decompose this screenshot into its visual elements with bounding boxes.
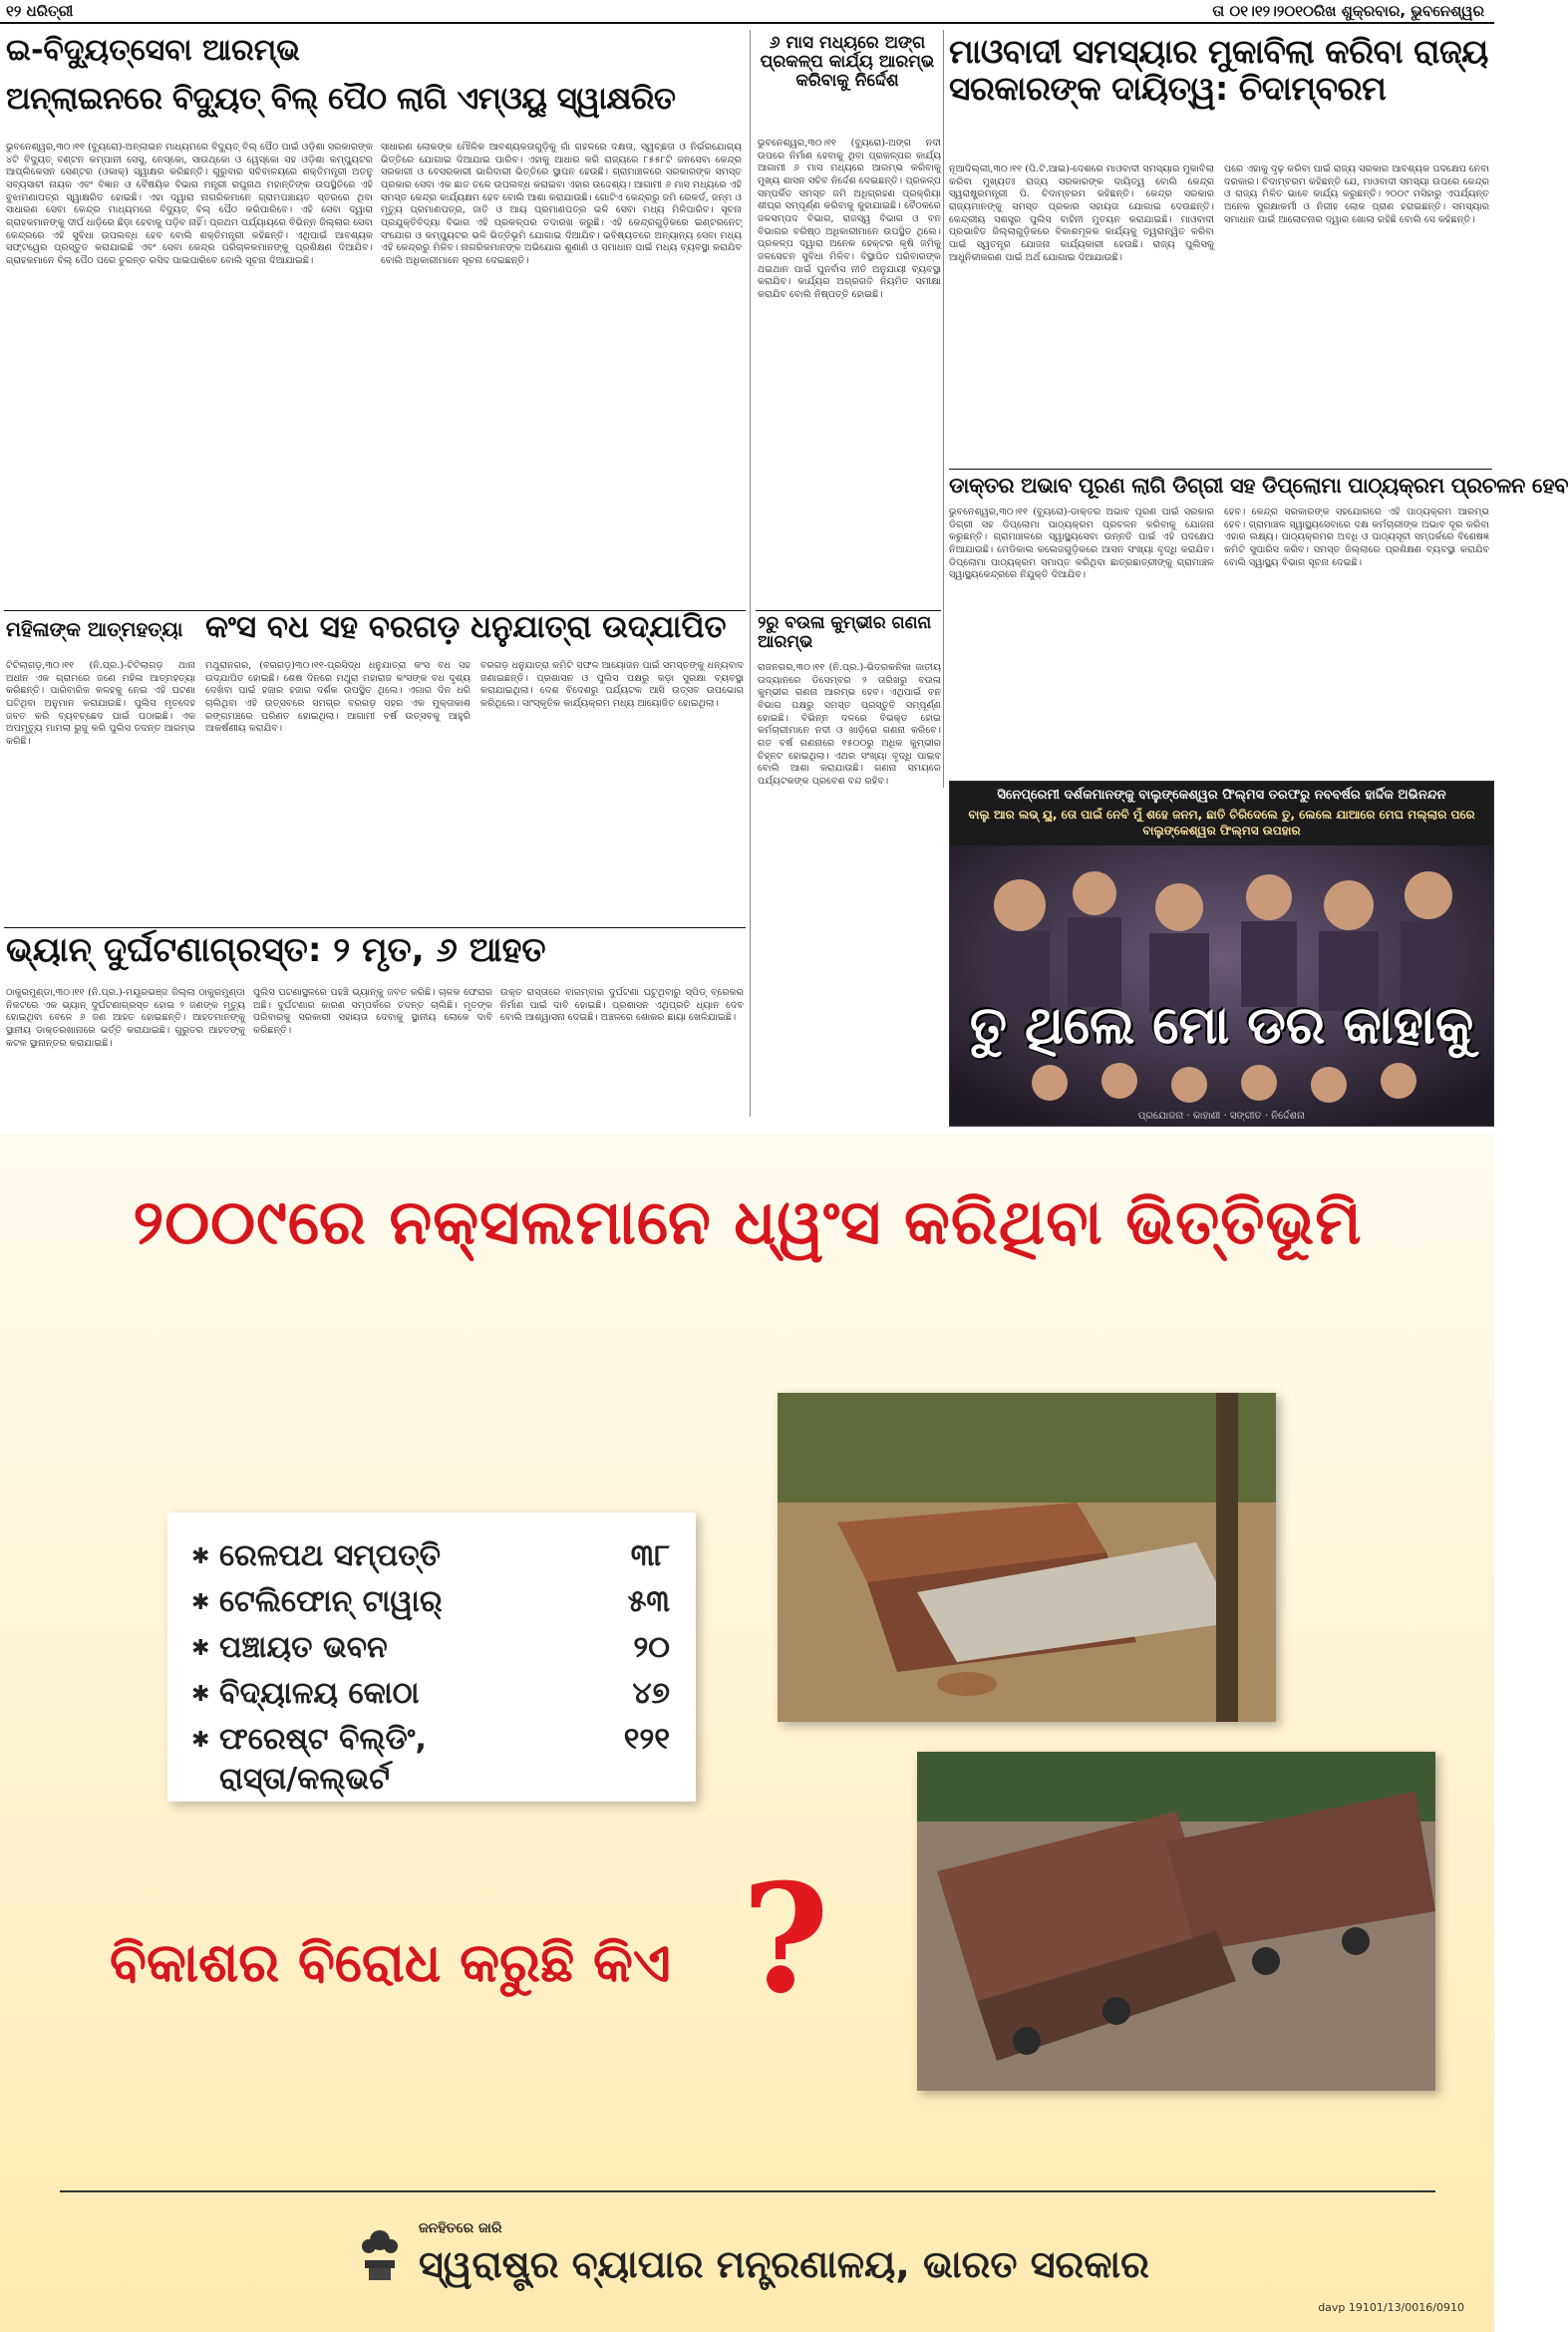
stat-value: ୨୦: [633, 1630, 670, 1665]
stat-value: ୧୨୧: [623, 1722, 670, 1757]
davp-code: davp 19101/13/0016/0910: [1318, 2301, 1464, 2314]
issuer-note: ଜନହିତରେ ଜାରି: [419, 2220, 502, 2236]
article-kumbhir: ରାଜନଗର,୩୦।୧୧ (ନି.ପ୍ର.)-ଭିତରକନିକା ଜାତୀୟ ଉଦ୍ୟାନରେ ଡିସେମ୍ବର ୨ ତାରିଖରୁ ବଉଳା କୁମ୍ଭୀର ଗଣନା ଆରମ୍ଭ ହେବ। ଏଥିପାଇଁ ବନ ବିଭାଗ ପକ୍ଷରୁ ସମସ୍ତ ପ୍ରସ୍ତୁତି ସମ୍ପୂର୍ଣ୍ଣ ହୋଇଛି। ବିଭିନ୍ନ ଦଳରେ ବିଭକ୍ତ ହୋଇ କର୍ମଚାରୀମାନେ ନଦୀ ଓ ଖାଡ଼ିରେ ଗଣନା କରିବେ। ଗତ ବର୍ଷ ଗଣନାରେ ୧୫୦୦ରୁ ଅଧିକ କୁମ୍ଭୀର ଚିହ୍ନଟ ହୋଇଥିଲା। ଏଥର ସଂଖ୍ୟା ବୃଦ୍ଧି ପାଇବ ବୋଲି ଆଶା କରାଯାଉଛି। ଗଣନା ସମୟରେ ପର୍ଯ୍ୟଟକଙ୍କ ପ୍ରବେଶ ବନ୍ଦ ରହିବ।: [758, 662, 941, 787]
headline-dhanu: କଂସ ବଧ ସହ ବରଗଡ଼ ଧନୁଯାତ୍ରା ଉଦ୍‌ଯାପିତ: [205, 609, 727, 645]
movie-ad-banner: ସିନେପ୍ରେମୀ ଦର୍ଶକମାନଙ୍କୁ ବାଲୁଙ୍କେଶ୍ୱର ଫିଲ୍ମସ ତରଫରୁ ନବବର୍ଷର ହାର୍ଦ୍ଦିକ ଅଭିନନ୍ଦନ: [997, 788, 1446, 803]
bullet-icon: ✱: [191, 1728, 210, 1753]
article-van-col1: ଠାକୁରମୁଣ୍ଡା,୩୦।୧୧ (ନି.ପ୍ର.)-ମୟୂରଭଞ୍ଜ ଜିଲ୍ଲା ଠାକୁରମୁଣ୍ଡା ନିକଟରେ ଏକ ଭ୍ୟାନ୍ ଦୁର୍ଘଟଣାଗ୍ରସ୍ତ ହୋଇ ୨ ଜଣଙ୍କ ମୃତ୍ୟୁ ହୋଇଥିବା ବେଳେ ୬ ଜଣ ଆହତ ହୋଇଛନ୍ତି। ଆହତମାନଙ୍କୁ ସ୍ଥାନୀୟ ଡାକ୍ତରଖାନାରେ ଭର୍ତ୍ତି କରାଯାଇଛି। ଗୁରୁତର ଆହତଙ୍କୁ କଟକ ସ୍ଥାନାନ୍ତର କରାଯାଇଛି।: [6, 987, 245, 1049]
kicker-e-service: ଇ-ବିଦ୍ୟୁତ୍‌ସେବା ଆରମ୍ଭ: [6, 33, 300, 68]
movie-ad-tagline: ବାଲୁ ଆର ଲଭ୍ ୟୁ, ତୋ ପାଇଁ ନେବି ମୁଁ ଶହେ ଜନମ, ଛାତି ଚିରିଦେଲେ ତୁ, ଲେଲେ ଯାଆରେ ମେଘ ମଲ୍ଲାର ପରେ ବାଲୁଙ୍କେଶ୍ୱର ଫିଲ୍ମସ ଉପହାର: [968, 808, 1475, 837]
date-line: ତା ୦୧।୧୨।୨୦୧୦ରିଖ ଶୁକ୍ରବାର, ଭୁବନେଶ୍ୱର: [1212, 2, 1484, 20]
article-e-service-col2: ସାଧାରଣ ଲୋକଙ୍କ ମୌଳିକ ଆବଶ୍ୟକତାଗୁଡ଼ିକୁ ଗାଁ ଗହଳରେ ଦକ୍ଷତା, ସ୍ୱଚ୍ଛତା ଓ ନିର୍ଭରଯୋଗ୍ୟ ଭିତ୍ତିରେ ଯୋଗାଇ ଦିଆଯାଇ ପାରିବ। ଏହାକୁ ଆଧାର କରି ରାଜ୍ୟରେ ୮୫୫୮ଟି ଜନସେବା କେନ୍ଦ୍ର ସରକାରୀ ଓ ବେସରକାରୀ ଭାଗିଦାରୀ ଭିତ୍ତିରେ ସ୍ଥାପନ ହେଉଛି। ଗ୍ରାମାଞ୍ଚଳରେ ସରକାରଙ୍କ ସମସ୍ତ ପ୍ରକାର ସେବା ଏକ ଛାତ ତଳେ ଉପଲବ୍ଧ କରାଇବା ଏହାର ଉଦ୍ଦେଶ୍ୟ। ଆଗାମୀ ୬ ମାସ ମଧ୍ୟରେ ଏହି ସମସ୍ତ କେନ୍ଦ୍ର କାର୍ଯ୍ୟକ୍ଷମ ହେବ ବୋଲି ଆଶା କରାଯାଉଛି। ଗୋଟିଏ କେନ୍ଦ୍ରରୁ ଜମି ରେକର୍ଡ, ଜନ୍ମ ଓ ମୃତ୍ୟୁ ପ୍ରମାଣପତ୍ର, ଜାତି ଓ ଆୟ ପ୍ରମାଣପତ୍ର ଭଳି ସେବା ମଧ୍ୟ ମିଳିପାରିବ। ସୂଚନା ପ୍ରଯୁକ୍ତିବିଦ୍ୟା ବିଭାଗ ଏହି ପ୍ରକଳ୍ପର ତଦାରଖ କରୁଛି। ଏହି କେନ୍ଦ୍ରଗୁଡ଼ିକରେ ଇଣ୍ଟରନେଟ୍ ସଂଯୋଗ ଓ କମ୍ପ୍ୟୁଟର ଭଳି ଭିତ୍ତିଭୂମି ଯୋଗାଇ ଦିଆଯିବ। ଭବିଷ୍ୟତରେ ଅନ୍ୟାନ୍ୟ ସେବା ମଧ୍ୟ ଏହି କେନ୍ଦ୍ରରୁ ମିଳିବ। ନାଗରିକମାନଙ୍କ ଅଭିଯୋଗ ଶୁଣାଣି ଓ ସମାଧାନ ପାଇଁ ମଧ୍ୟ ବ୍ୟବସ୍ଥା କରାଯିବ ବୋଲି ଅଧିକାରୀମାନେ ସୂଚନା ଦେଇଛନ୍ତି।: [381, 142, 742, 266]
stat-row: [191, 1584, 670, 1628]
stat-row: [191, 1722, 670, 1766]
article-hul: ଭୁବନେଶ୍ୱର,୩୦।୧୧ (ବ୍ୟୁରୋ)-ଅଙ୍ଗ ନଦୀ ଉପରେ ନିର୍ମାଣ ହେବାକୁ ଥିବା ପ୍ରକଳ୍ପର କାର୍ଯ୍ୟ ଆଗାମୀ ୬ ମାସ ମଧ୍ୟରେ ଆରମ୍ଭ କରିବାକୁ ମୁଖ୍ୟ ଶାସନ ସଚିବ ନିର୍ଦ୍ଦେଶ ଦେଇଛନ୍ତି। ପ୍ରକଳ୍ପ ସମ୍ପର୍କିତ ସମସ୍ତ ଜମି ଅଧିଗ୍ରହଣ ପ୍ରକ୍ରିୟା ଶୀଘ୍ର ସମ୍ପୂର୍ଣ୍ଣ କରିବାକୁ କୁହାଯାଇଛି। ବୈଠକରେ ଜଳସମ୍ପଦ ବିଭାଗ, ରାଜସ୍ୱ ବିଭାଗ ଓ ବନ ବିଭାଗର ବରିଷ୍ଠ ଅଧିକାରୀମାନେ ଉପସ୍ଥିତ ଥିଲେ। ପ୍ରକଳ୍ପ ଦ୍ୱାରା ଅନେକ ହେକ୍ଟର କୃଷି ଜମିକୁ ଜଳସେଚନ ସୁବିଧା ମିଳିବ। ବିସ୍ଥାପିତ ପରିବାରଙ୍କ ଥଇଥାନ ପାଇଁ ପୁନର୍ବାସ ନୀତି ଅନୁଯାୟୀ ବ୍ୟବସ୍ଥା କରାଯିବ। କାର୍ଯ୍ୟର ଅଗ୍ରଗତି ନିୟମିତ ସମୀକ୍ଷା କରାଯିବ ବୋଲି ନିଷ୍ପତ୍ତି ହୋଇଛି।: [758, 138, 941, 300]
article-doctor-col2: ହେବ। କେନ୍ଦ୍ର ସରକାରଙ୍କ ସହଯୋଗରେ ଏହି ପାଠ୍ୟକ୍ରମ ଆରମ୍ଭ ହେବ। ଗ୍ରାମାଞ୍ଚଳ ସ୍ୱାସ୍ଥ୍ୟସେବାରେ ଦକ୍ଷ କର୍ମଚାରୀଙ୍କ ଅଭାବ ଦୂର କରିବା ଏହାର ଲକ୍ଷ୍ୟ। ପାଠ୍ୟକ୍ରମର ଅବଧି ଓ ପାଠ୍ୟସୂଚୀ ସମ୍ପର୍କରେ ବିଶେଷଜ୍ଞ କମିଟି ସୁପାରିସ କରିବ। ସମସ୍ତ ଜିଲ୍ଲାରେ ପ୍ରଶିକ୍ଷଣ ବ୍ୟବସ୍ଥା କରାଯିବ ବୋଲି ସ୍ୱାସ୍ଥ୍ୟ ବିଭାଗ ସୂଚନା ଦେଇଛି।: [1224, 506, 1489, 568]
headline-maoist: ମାଓବାଦୀ ସମସ୍ୟାର ମୁକାବିଲା କରିବା ରାଜ୍ୟ ସରକାରଙ୍କ ଦାୟିତ୍ୱ: ଚିଦାମ୍ବରମ: [949, 32, 1488, 108]
article-dhanu-col1: ଟିଟିଲାଗଡ଼,୩୦।୧୧ (ନି.ପ୍ର.)-ଟିଟିଲାଗଡ଼ ଥାନା ଅଧୀନ ଏକ ଗ୍ରାମରେ ଜଣେ ମହିଳା ଆତ୍ମହତ୍ୟା କରିଛନ୍ତି। ପାରିବାରିକ କଳହକୁ ନେଇ ଏହି ଘଟଣା ଘଟିଥିବା ଅନୁମାନ କରାଯାଉଛି। ପୁଲିସ ମୃତଦେହ ଜବତ କରି ବ୍ୟବଚ୍ଛେଦ ପାଇଁ ପଠାଇଛି। ଏକ ଅପମୃତ୍ୟୁ ମାମଲା ରୁଜୁ କରି ପୁଲିସ ତଦନ୍ତ ଆରମ୍ଭ କରିଛି।: [6, 660, 195, 747]
stat-row: [191, 1630, 670, 1674]
stat-value: ୫୩: [627, 1584, 670, 1619]
stat-label: ରାସ୍ତା/କଲ୍‌ଭର୍ଟ: [219, 1762, 390, 1797]
page-label: ୧୨ ଧରିତ୍ରୀ: [6, 2, 74, 20]
issuer-name: ସ୍ୱରାଷ୍ଟ୍ର ବ୍ୟାପାର ମନ୍ତ୍ରଣାଳୟ, ଭାରତ ସରକାର: [419, 2242, 1149, 2286]
headline-hul: ୬ ମାସ ମଧ୍ୟରେ ଅଙ୍ଗ ପ୍ରକଳ୍ପ କାର୍ଯ୍ୟ ଆରମ୍ଭ କରିବାକୁ ନିର୍ଦ୍ଦେଶ: [760, 33, 935, 92]
article-maoist-col2: ପରେ ଏହାକୁ ଦୃଢ଼ କରିବା ପାଇଁ ରାଜ୍ୟ ସରକାର ଆବଶ୍ୟକ ପଦକ୍ଷେପ ନେବା ଦରକାର। ଚିଦାମ୍ବରମ କହିଛନ୍ତି ଯେ, ମାଓବାଦୀ ସମସ୍ୟା ଉପରେ କେନ୍ଦ୍ର ଓ ରାଜ୍ୟ ମିଳିତ ଭାବେ କାର୍ଯ୍ୟ କରୁଛନ୍ତି। ୨୦୦୯ ମସିହାରୁ ଏପର୍ଯ୍ୟନ୍ତ ଅନେକ ସୁରକ୍ଷାକର୍ମୀ ଓ ନିରୀହ ଲୋକ ପ୍ରାଣ ହରାଇଛନ୍ତି। ସମସ୍ୟାର ସମାଧାନ ପାଇଁ ଆଲୋଚନାର ଦ୍ୱାର ଖୋଲା ରହିଛି ବୋଲି ସେ କହିଛନ୍ତି।: [1224, 164, 1489, 225]
article-van-col2: ପୁଲିସ ଘଟଣାସ୍ଥଳରେ ପହଞ୍ଚି ଭ୍ୟାନ୍‌କୁ ଜବତ କରିଛି। ଚାଳକ ଫେରାର ଅଛି। ଦୁର୍ଘଟଣାର କାରଣ ସମ୍ପର୍କରେ ତଦନ୍ତ ଚାଲିଛି। ମୃତଙ୍କ ପରିବାରକୁ ସରକାରୀ ସହାୟତା ଦେବାକୁ ସ୍ଥାନୀୟ ଲୋକେ ଦାବି କରିଛନ୍ତି।: [253, 987, 492, 1036]
stat-label: ଫରେଷ୍ଟ ବିଲ୍ଡିଂ,: [219, 1722, 427, 1757]
bullet-icon: ✱: [191, 1590, 210, 1615]
question-mark-icon: ?: [742, 1851, 829, 2027]
bullet-icon: ✱: [191, 1682, 210, 1707]
stat-row: [191, 1762, 670, 1806]
stat-label: ପଞ୍ଚାୟତ ଭବନ: [219, 1630, 388, 1665]
article-van-col3: ଉକ୍ତ ରାସ୍ତାରେ ବାରମ୍ବାର ଦୁର୍ଘଟଣା ଘଟୁଥିବାରୁ ସ୍ପିଡ୍ ବ୍ରେକର ନିର୍ମାଣ ପାଇଁ ଦାବି ହୋଇଛି। ପ୍ରଶାସନ ଏଥିପ୍ରତି ଧ୍ୟାନ ଦେବ ବୋଲି ଆଶ୍ୱାସନା ଦେଇଛି। ଅଞ୍ଚଳରେ ଶୋକର ଛାୟା ଖେଳିଯାଇଛି।: [500, 987, 744, 1024]
national-emblem-icon: [355, 2220, 405, 2286]
stat-row: [191, 1676, 670, 1720]
destroyed-building-photo: [778, 1393, 1276, 1722]
stat-label: ଟେଲିଫୋନ୍ ଟାୱାର୍: [219, 1584, 443, 1619]
ad-question: ବିକାଶର ବିରୋଧ କରୁଛି କିଏ: [110, 1931, 671, 1994]
article-doctor-col1: ଭୁବନେଶ୍ୱର,୩୦।୧୧ (ବ୍ୟୁରୋ)-ଡାକ୍ତର ଅଭାବ ପୂରଣ ପାଇଁ ସରକାର ଡିଗ୍ରୀ ସହ ଡିପ୍ଲୋମା ପାଠ୍ୟକ୍ରମ ପ୍ରଚଳନ କରିବାକୁ ଯୋଜନା କରୁଛନ୍ତି। ଗ୍ରାମାଞ୍ଚଳରେ ସ୍ୱାସ୍ଥ୍ୟସେବା ଉନ୍ନତି ପାଇଁ ଏହି ପଦକ୍ଷେପ ନିଆଯାଉଛି। ମେଡିକାଲ କଲେଜଗୁଡ଼ିକରେ ଆସନ ସଂଖ୍ୟା ବୃଦ୍ଧି କରାଯିବ। ଡିପ୍ଲୋମା ପାଠ୍ୟକ୍ରମ ସମାପ୍ତ କରିଥିବା ଛାତ୍ରଛାତ୍ରୀଙ୍କୁ ଗ୍ରାମାଞ୍ଚଳ ସ୍ୱାସ୍ଥ୍ୟକେନ୍ଦ୍ରରେ ନିଯୁକ୍ତି ଦିଆଯିବ।: [949, 506, 1214, 581]
article-maoist-col1: ନୂଆଦିଲ୍ଲୀ,୩୦।୧୧ (ପି.ଟି.ଆଇ)-ଦେଶରେ ମାଓବାଦୀ ସମସ୍ୟାର ମୁକାବିଲା କରିବା ମୁଖ୍ୟତଃ ରାଜ୍ୟ ସରକାରଙ୍କ ଦାୟିତ୍ୱ ବୋଲି କେନ୍ଦ୍ର ସ୍ୱରାଷ୍ଟ୍ରମନ୍ତ୍ରୀ ପି. ଚିଦାମ୍ବରମ କହିଛନ୍ତି। କେନ୍ଦ୍ର ସରକାର ରାଜ୍ୟମାନଙ୍କୁ ସମସ୍ତ ପ୍ରକାର ସହାୟତା ଯୋଗାଇ ଦେଉଛନ୍ତି। କେନ୍ଦ୍ରୀୟ ସଶସ୍ତ୍ର ପୁଲିସ ବାହିନୀ ମୁତୟନ କରାଯାଇଛି। ମାଓବାଦୀ ପ୍ରଭାବିତ ଜିଲ୍ଲାଗୁଡ଼ିକରେ ବିକାଶମୂଳକ କାର୍ଯ୍ୟକୁ ତ୍ୱରାନ୍ୱିତ କରିବା ପାଇଁ ସ୍ୱତନ୍ତ୍ର ଯୋଜନା କାର୍ଯ୍ୟକାରୀ ହେଉଛି। ରାଜ୍ୟ ପୁଲିସକୁ ଆଧୁନିକୀକରଣ ପାଇଁ ଅର୍ଥ ଯୋଗାଇ ଦିଆଯାଉଛି।: [949, 164, 1214, 263]
stat-label: ବିଦ୍ୟାଳୟ କୋଠା: [219, 1676, 420, 1711]
headline-doctor: ଡାକ୍ତର ଅଭାବ ପୂରଣ ଲାଗି ଡିଗ୍ରୀ ସହ ଡିପ୍ଲୋମା ପାଠ୍ୟକ୍ରମ ପ୍ରଚଳନ ହେବ: [949, 474, 1568, 498]
headline-kumbhir: ୨ରୁ ବଉଳା କୁମ୍ଭୀର ଗଣନା ଆରମ୍ଭ: [758, 613, 932, 653]
movie-title: ତୁ ଥିଲେ ମୋ ଡର କାହାକୁ: [969, 996, 1474, 1056]
headline-van: ଭ୍ୟାନ୍ ଦୁର୍ଘଟଣାଗ୍ରସ୍ତ: ୨ ମୃତ, ୬ ଆହତ: [6, 930, 546, 970]
ad-title: ୨୦୦୯ରେ ନକ୍ସଲମାନେ ଧ୍ୱଂସ କରିଥିବା ଭିତ୍ତିଭୂମି: [133, 1185, 1363, 1258]
government-ad: [0, 1134, 1494, 2332]
kicker-suicide: ମହିଳାଙ୍କ ଆତ୍ମହତ୍ୟା: [6, 617, 183, 641]
movie-credits: ପ୍ରଯୋଜନା · କାହାଣୀ · ସଙ୍ଗୀତ · ନିର୍ଦ୍ଦେଶନା: [1137, 1111, 1306, 1122]
stat-row: [191, 1538, 670, 1582]
article-dhanu-col3: ବରଗଡ଼ ଧନୁଯାତ୍ରା କମିଟି ସଫଳ ଆୟୋଜନ ପାଇଁ ସମସ୍ତଙ୍କୁ ଧନ୍ୟବାଦ ଜଣାଇଛନ୍ତି। ପ୍ରଶାସନ ଓ ପୁଲିସ ପକ୍ଷରୁ କଡ଼ା ସୁରକ୍ଷା ବ୍ୟବସ୍ଥା କରାଯାଇଥିଲା। ଦେଶ ବିଦେଶରୁ ପର୍ଯ୍ୟଟକ ଆସି ଉତ୍ସବ ଉପଭୋଗ କରିଥିଲେ। ସାଂସ୍କୃତିକ କାର୍ଯ୍ୟକ୍ରମ ମଧ୍ୟ ଆୟୋଜିତ ହୋଇଥିଲା।: [480, 660, 744, 709]
stat-label: ରେଳପଥ ସମ୍ପତ୍ତି: [219, 1538, 441, 1573]
derailed-train-photo: [917, 1752, 1435, 2091]
stat-value: ୩୮: [630, 1538, 670, 1573]
stat-value: ୪୭: [632, 1676, 670, 1711]
article-dhanu-col2: ମଥୁରାନଗର, (ବରଗଡ଼)୩୦।୧୧-ପ୍ରସିଦ୍ଧ ଧନୁଯାତ୍ରା କଂସ ବଧ ସହ ଉଦ୍‌ଯାପିତ ହୋଇଛି। ଶେଷ ଦିନରେ ମଥୁରା ମହାରାଜ କଂସଙ୍କ ବଧ ଦୃଶ୍ୟ ଦେଖିବା ପାଇଁ ହଜାର ହଜାର ଦର୍ଶକ ଉପସ୍ଥିତ ଥିଲେ। ଏଗାର ଦିନ ଧରି ଚାଲିଥିବା ଏହି ଉତ୍ସବରେ ସମଗ୍ର ବରଗଡ଼ ସହର ଏକ ମୁକ୍ତାକାଶ ରଙ୍ଗମଞ୍ଚରେ ପରିଣତ ହୋଇଥିଲା। ଆଗାମୀ ବର୍ଷ ଉତ୍ସବକୁ ଆହୁରି ଆକର୍ଷଣୀୟ କରାଯିବ।: [205, 660, 470, 735]
movie-ad: [949, 781, 1494, 1127]
poster-artwork: [950, 845, 1493, 1125]
article-e-service-col1: ଭୁବନେଶ୍ୱର,୩୦।୧୧ (ବ୍ୟୁରୋ)-ଅନ୍‌ଲାଇନ ମାଧ୍ୟମରେ ବିଦ୍ୟୁତ୍ ବିଲ୍ ପୈଠ ପାଇଁ ଓଡ଼ିଶା ସରକାରଙ୍କ ୪ଟି ବିଦ୍ୟୁତ୍ ବଣ୍ଟନ କମ୍ପାନୀ ସେସୁ, ନେସ୍କୋ, ସାଉଥ୍‌କୋ ଓ ୱେସ୍କୋ ସହ ଓଡ଼ିଶା କମ୍ପ୍ୟୁଟର ଆପ୍ଲିକେସନ ସେଣ୍ଟର (ଓକାକ୍) ସ୍ୱାକ୍ଷର କରିଛନ୍ତି। ଗୁରୁବାର ସଚିବାଳୟରେ ଶକ୍ତିମନ୍ତ୍ରୀ ଅତନୁ ସବ୍ୟସାଚୀ ନାୟକ ଏବଂ ବିଜ୍ଞାନ ଓ ବୈଷୟିକ ବିଭାଗ ମନ୍ତ୍ରୀ ରଘୁନାଥ ମହାନ୍ତିଙ୍କ ଉପସ୍ଥିତିରେ ଏହି ବୁଝାମଣାପତ୍ର ସ୍ୱାକ୍ଷରିତ ହୋଇଛି। ଏହା ଦ୍ୱାରା ନାଗରିକମାନେ ଗ୍ରାମପଞ୍ଚାୟତ ସ୍ତରରେ ଥିବା ସାଧାରଣ ସେବା କେନ୍ଦ୍ର ମାଧ୍ୟମରେ ବିଦ୍ୟୁତ୍ ବିଲ୍ ପୈଠ କରିପାରିବେ। ଏହି ସେବା ଦ୍ୱାରା ଗ୍ରାହକମାନଙ୍କୁ ଦୀର୍ଘ ଧାଡ଼ିରେ ଛିଡ଼ା ହେବାକୁ ପଡ଼ିବ ନାହିଁ। ପ୍ରଥମ ପର୍ଯ୍ୟାୟରେ ବିଭିନ୍ନ ଜିଲ୍ଲାର ସେବା କେନ୍ଦ୍ରରେ ଏହି ସୁବିଧା ଉପଲବ୍ଧ ହେବ ବୋଲି ଶକ୍ତିମନ୍ତ୍ରୀ କହିଛନ୍ତି। ଏଥିପାଇଁ ଆବଶ୍ୟକ ସଫ୍ଟୱେର ପ୍ରସ୍ତୁତ କରାଯାଇଛି ଏବଂ ସେବା କେନ୍ଦ୍ର ପରିଚାଳକମାନଙ୍କୁ ପ୍ରଶିକ୍ଷଣ ଦିଆଯିବ। ଗ୍ରାହକମାନେ ବିଲ୍ ପୈଠ ପରେ ତୁରନ୍ତ ରସିଦ ପାଇପାରିବେ ବୋଲି ସୂଚନା ଦିଆଯାଇଛି।: [6, 142, 374, 266]
page-header: [0, 0, 1494, 24]
stats-box: [167, 1512, 696, 1802]
bullet-icon: ✱: [191, 1544, 210, 1569]
bullet-icon: ✱: [191, 1636, 210, 1661]
headline-e-service: ଅନ୍‌ଲାଇନରେ ବିଦ୍ୟୁତ୍ ବିଲ୍ ପୈଠ ଲାଗି ଏମ୍‌ଓୟୁ ସ୍ୱାକ୍ଷରିତ: [6, 81, 676, 117]
